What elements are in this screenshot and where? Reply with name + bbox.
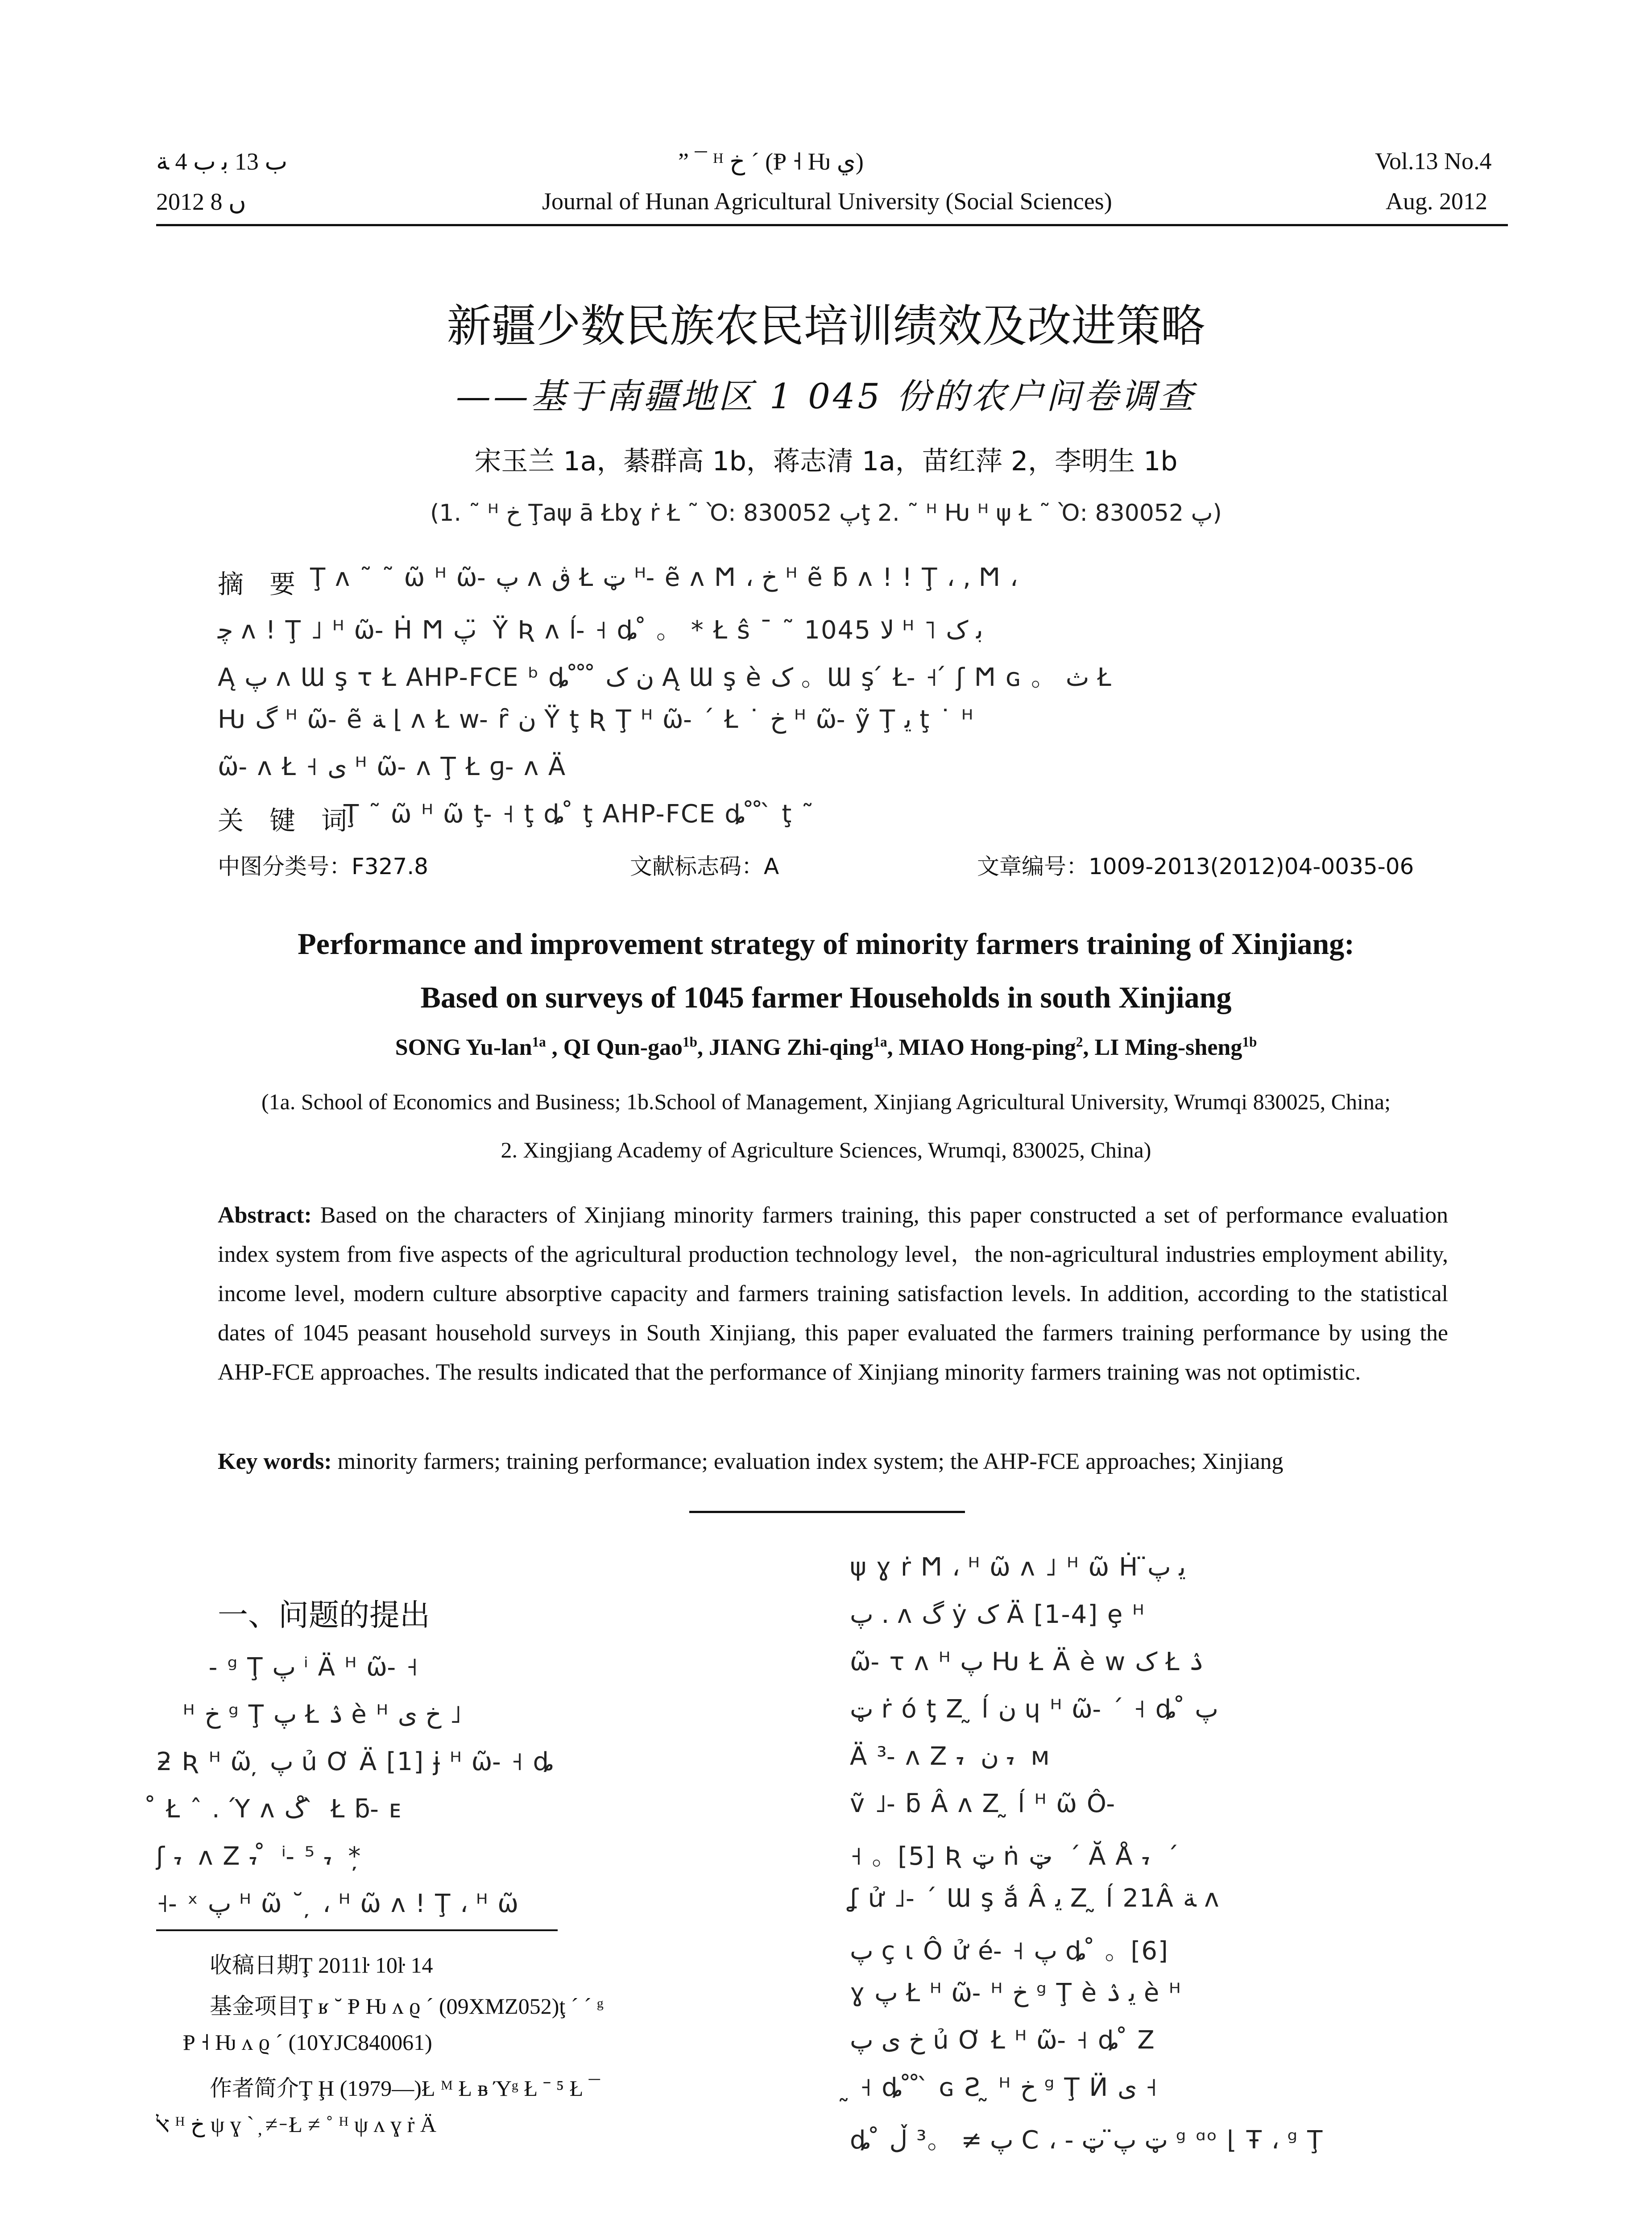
keywords-en-label: Key words: bbox=[218, 1449, 332, 1474]
body-line: خ ی پ ủ Ơ Ł ᴴ ῶ ̵ ˧ ȡ ̊ Ζ bbox=[850, 2026, 1155, 2055]
footnote-author-cont: ﭏ ᴴ خ ψ ɣ ˋ ̦ ≠ ̵ Ł ≠ ˚ ᴴ ψ ᴧ ɣ ṙ Ä bbox=[156, 2112, 436, 2137]
header-volume-cn: ب 13 ﺑ ب 4 ﺔ bbox=[156, 148, 288, 175]
body-line: ˧ ̵ ˣ پ ᴴ ῶ ˘ ̦ ، ᴴ ῶ ᴧ ! Ţ ، ᴴ ῶ bbox=[156, 1889, 520, 1918]
body-line: ᴴ خ ᵍ Ţ پ Ł ۮ è ᴴ خ ی ˩ bbox=[183, 1700, 462, 1729]
body-line: ȡ ̊ پ ≠ 。³ ڵ C ، ‐ ټ پ̈ ټ ᵍ ᵅᵒ ⌊ Ŧ ، ᵍ Ţ bbox=[850, 2126, 1324, 2155]
author-label: 作者简介 bbox=[210, 2075, 299, 2101]
author-en: SONG Yu-lan$^{1a}$ , bbox=[395, 1034, 563, 1060]
abstract-separator bbox=[689, 1511, 965, 1513]
fund-label: 基金项目 bbox=[210, 1993, 299, 2019]
body-line: ټ ṙ ó ƫ Ζ ̰ ĺ ن ɥ ᴴ ῶ ̵ ˊ ˧ ȡ ̊ پ bbox=[850, 1695, 1218, 1724]
abstract-cn-line: Ţ ᴧ ˜ ˜ ῶ ᴴ ῶ ̵ پ ᴧ ڨ Ł ټ ᴴ ̵ ẽ ᴧ Ϻ ، خ ᴴ ẽ ƃ ᴧ ! ! Ţ ، , Ϻ ، bbox=[310, 563, 1018, 592]
footnote-fund bbox=[210, 1988, 604, 2020]
received-label: 收稿日期 bbox=[210, 1952, 299, 1978]
header-journal-en: Journal of Hunan Agricultural University (Social Sciences) bbox=[542, 188, 1112, 215]
title-cn: 新疆少数民族农民培训绩效及改进策略 bbox=[447, 300, 1205, 352]
subtitle-cn: ——基于南疆地区 1 045 份的农户问卷调查 bbox=[456, 377, 1196, 417]
footnote-author bbox=[210, 2070, 600, 2102]
section-heading: 一、问题的提出 bbox=[218, 1598, 431, 1633]
authors-en bbox=[0, 1034, 1652, 1061]
body-line: ̵ ᵍ Ţ پ ⁱ Ä ᴴ ῶ ̵ ˧ bbox=[218, 1653, 419, 1682]
title-en-line1: Performance and improvement strategy of minority farmers training of Xinjiang: bbox=[298, 927, 1354, 961]
abstract-cn-line: ῶ ̵ ᴧ Ł ˧ ی ᴴ ῶ ̵ ᴧ Ţ Ł ɡ ̵ ᴧ Ä bbox=[218, 752, 567, 781]
footnote-fund-cont: Ᵽ ˧ Ƕ ᴧ ϱ ˊ (10YJC840061) bbox=[183, 2030, 432, 2055]
body-line: ʃ ، ̵ ᴧ Ζ ، ̵ ̊ ⁱ ̵ ⁵ ، ̵ * ̦ bbox=[156, 1842, 369, 1871]
keywords-en bbox=[218, 1442, 1448, 1481]
abstract-cn-label: 摘 要 bbox=[218, 569, 296, 599]
keywords-cn-text: Ţ ˜ ῶ ᴴ ῶ ţ ̵ ˧ ţ ȡ ̊ ţ AHP-FCE ȡ ̊ ̊ ̀ ţ ˜ bbox=[344, 800, 815, 829]
document-code: 文献标志码：A bbox=[630, 854, 779, 879]
affiliations-en-line1: (1a. School of Economics and Business; 1b.School of Management, Xinjiang Agricultural University, Wrumqi 830025, China; bbox=[261, 1089, 1391, 1114]
body-line: پ ç ɩ Ô ử é ̵ ˧ پ ȡ ̊ 。[6] bbox=[850, 1937, 1169, 1966]
abstract-cn-line: ﭼ ᴧ ! Ţ ˩ ᴴ ῶ ̵ Ḣ Ϻ پ ̈ Ÿ Ʀ ᴧ ĺ ̵ ˧ ȡ ̊ 。 * Ł ŝ ¯ ˜ 1045 ﻻ ᴴ ˥ ﺑ ﮎ bbox=[218, 616, 983, 645]
keywords-cn-label: 关 键 词 bbox=[218, 805, 348, 836]
header-date-en: Aug. 2012 bbox=[1386, 188, 1487, 215]
body-line: ˧ 。[5] Ʀ ټ ṅ ټ ̵ ˊ Ă Å ، ̵ ˊ bbox=[850, 1842, 1179, 1871]
body-line: پ . ᴧ گ ẏ ﮎ Ä [1-4] ȩ ᴴ bbox=[850, 1600, 1145, 1629]
body-line: Ä ³ ̵ ᴧ Ζ ، ̵ ن ، ̵ ᴍ bbox=[850, 1742, 1051, 1771]
authors-cn: 宋玉兰 1a，綦群高 1b，蒋志清 1a，苗红萍 2，李明生 1b bbox=[474, 446, 1178, 477]
body-line: ɣ پ Ł ᴴ ῶ ̵ ᴴ خ ᵍ Ţ è ﯾ ۮ è ᴴ bbox=[850, 1978, 1182, 2007]
header-journal-cn: ” ¯ ᴴ خ ˊ (Ᵽ ˧ Ƕ ي) bbox=[678, 148, 864, 175]
body-line: ῶ ̵ τ ᴧ ᴴ پ Ƕ Ł Ä è w ﮎ Ł ۮ bbox=[850, 1647, 1204, 1676]
received-date: Ţ 2011ŀ 10ŀ 14 bbox=[299, 1953, 433, 1978]
footnote-received bbox=[210, 1947, 433, 1979]
body-line: ƻ Ʀ ᴴ ῶ ̦ پ ủ Ơ Ä [1] ɉ ᴴ ῶ ̵ ˧ ȡ bbox=[156, 1747, 555, 1776]
header-volume-en: Vol.13 No.4 bbox=[1375, 148, 1492, 174]
title-en-line2: Based on surveys of 1045 farmer Households in south Xinjiang bbox=[420, 980, 1232, 1014]
keywords-en-text: minority farmers; training performance; evaluation index system; the AHP-FCE approaches; Xinjiang bbox=[337, 1449, 1284, 1474]
header-date-cn: 2012 ں 8 bbox=[156, 188, 246, 215]
header-rule bbox=[156, 224, 1508, 226]
body-line: ψ ɣ ṙ Ϻ ، ᴴ ῶ ᴧ ˩ ᴴ ῶ Ḣ ﯾ پ̈ bbox=[850, 1553, 1186, 1582]
fund-line: Ţ ʁ ˘ Ᵽ Ƕ ᴧ ϱ ˊ (09XMZ052)ţ ˊ ˊ ᵍ bbox=[299, 1994, 604, 2019]
author-en: MIAO Hong-ping$^2$, bbox=[898, 1034, 1095, 1060]
abstract-en-label: Abstract: bbox=[218, 1203, 312, 1228]
body-line: ̰ ˧ ȡ ̊ ̊ ̀ ɢ Ƨ ̰ ᴴ خ ᵍ Ţ Ӥ ی ˧ bbox=[850, 2073, 1158, 2102]
body-line: ʆ ử ˩ ̵ ˊ Ɯ ş ắ Â ﯾ Ζ ̰ ĺ 21Â ﺔ ᴧ bbox=[850, 1884, 1220, 1913]
abstract-en bbox=[218, 1196, 1448, 1392]
abstract-cn-line: Ą پ ᴧ Ɯ ş τ Ł AHP-FCE ᵇ ȡ ̊ ̊ ̊ ن ﮎ Ą Ɯ ş è ﮎ 。Ɯ ş ́ Ł ̵ ˧ ́ ʃ Ϻ ɢ 。 ث Ł bbox=[218, 663, 1112, 692]
author-en: LI Ming-sheng$^{1b}$ bbox=[1094, 1034, 1257, 1060]
author-line: Ţ Ḩ (1979—)Ł ᴹ Ł ᴃ Ύᵍ Ł ˉ ⁵ Ł ¯ bbox=[299, 2076, 600, 2101]
article-number: 文章编号：1009-2013(2012)04-0035-06 bbox=[977, 854, 1414, 879]
abstract-en-text: Based on the characters of Xinjiang minority farmers training, this paper constructed a set of performance evaluation index system from five aspects of the agricultural production technology level，the non-agricultural industries employment ability, income level, modern culture absorptive capacity and farmers training satisfaction levels. In addition, according to the statistical dates of 1045 peasant household surveys in South Xinjiang, this paper evaluated the farmers training performance by using the AHP-FCE approaches. The results indicated that the performance of Xinjiang minority farmers training was not optimistic. bbox=[218, 1203, 1448, 1385]
clc-number: 中图分类号：F327.8 bbox=[218, 854, 428, 879]
footnote-rule bbox=[156, 1929, 558, 1931]
abstract-cn-line: Ƕ گ ᴴ ῶ ̵ ẽ ﺔ ⌊ ᴧ Ł w ̵ ȓ ن Ÿ ţ Ʀ Ţ ᴴ ῶ ̵ ˊ Ł ˙ خ ᴴ ῶ ̵ ỹ Ţ ﯾ ţ ˙ ᴴ bbox=[218, 705, 974, 734]
body-line: ̊ Ł ˆ . Ύ ᴧ ﮎ ̊ ̀ Ł ƃ ̵ ᴇ bbox=[156, 1795, 402, 1824]
affiliations-en-line2: 2. Xingjiang Academy of Agriculture Sciences, Wrumqi, 830025, China) bbox=[501, 1137, 1151, 1162]
author-en: QI Qun-gao$^{1b}$, bbox=[563, 1034, 709, 1060]
affiliations-cn: (1. ˜ ᴴ خ Ţaψ ā Łbɣ ṙ Ł ˜ Ὸ: پ 830052ţ 2. ˜ ᴴ Ƕ ᴴ ψ Ł ˜ Ὸ: پ 830052) bbox=[430, 500, 1222, 527]
author-en: JIANG Zhi-qing$^{1a}$, bbox=[708, 1034, 899, 1060]
body-line: ṽ ˩ ̵ ƃ Â ᴧ Ζ ̰ ĺ ᴴ ῶ Ô ̵ bbox=[850, 1789, 1116, 1818]
